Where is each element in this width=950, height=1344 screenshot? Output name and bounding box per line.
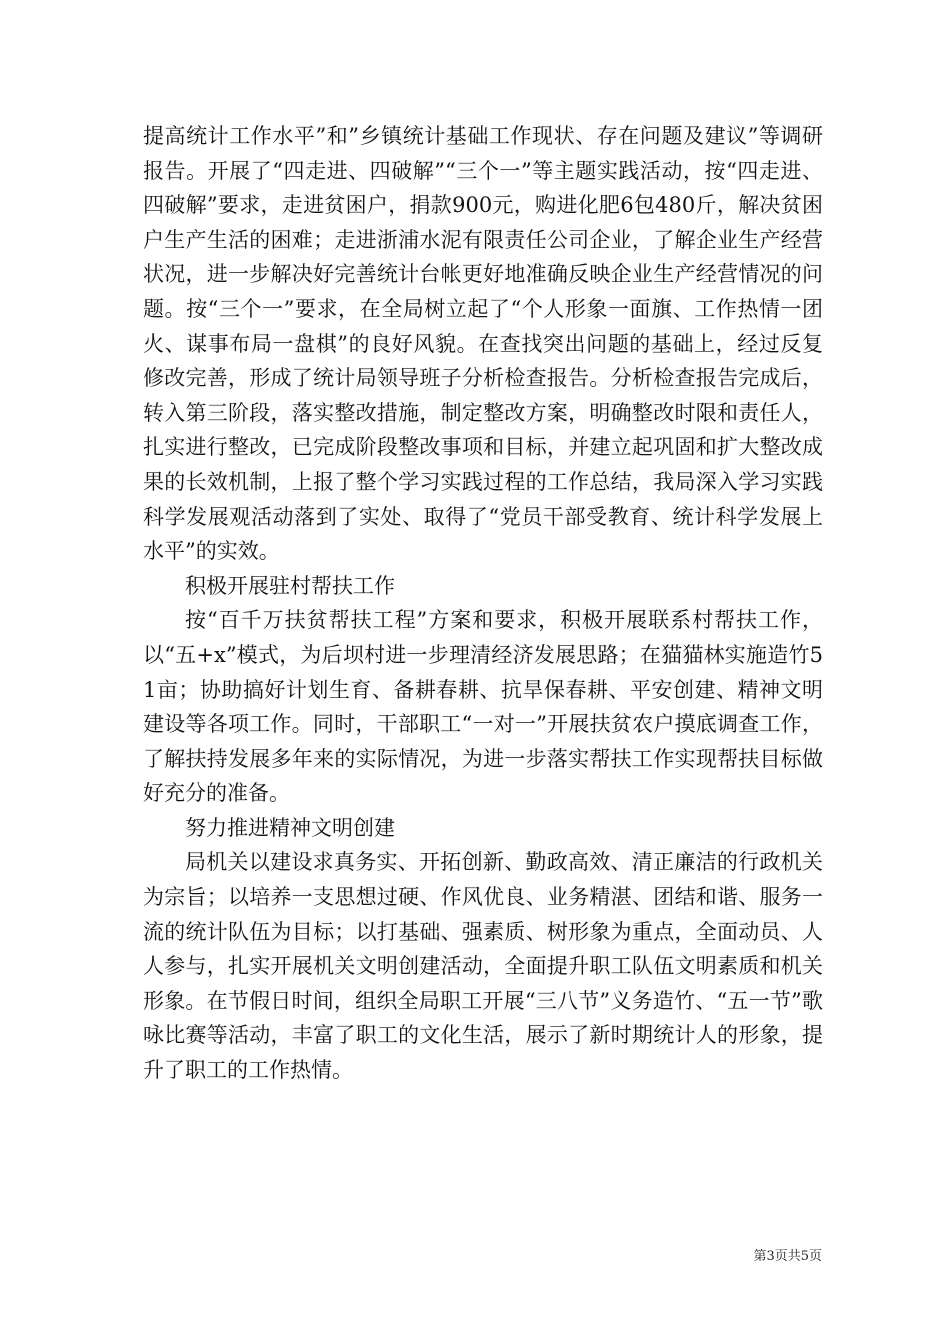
paragraph-village-assistance: 按“百千万扶贫帮扶工程”方案和要求，积极开展联系村帮扶工作，以“五+x”模式，为后坝村进一步理清经济发展思路；在猫猫林实施造竹51亩；协助搞好计划生育、备耕春耕、抗旱保春耕、平安创建、精神文明建设等各项工作。同时，干部职工“一对一”开展扶贫农户摸底调查工作，了解扶持发展多年来的实际情况，为进一步落实帮扶工作实现帮扶目标做好充分的准备。 [143, 608, 823, 806]
document-body [143, 119, 823, 1088]
page-number: 第3页共5页 [753, 1249, 822, 1264]
paragraph-continuation: 提高统计工作水平”和”乡镇统计基础工作现状、存在问题及建议”等调研报告。开展了“四走进、四破解”“三个一”等主题实践活动，按“四走进、四破解”要求，走进贫困户，捐款900元，购进化肥6包480斤，解决贫困户生产生活的困难；走进浙浦水泥有限责任公司企业，了解企业生产经营状况，进一步解决好完善统计台帐更好地准确反映企业生产经营情况的问题。按“三个一”要求，在全局树立起了“个人形象一面旗、工作热情一团火、谋事布局一盘棋”的良好风貌。在查找突出问题的基础上，经过反复修改完善，形成了统计局领导班子分析检查报告。分析检查报告完成后，转入第三阶段，落实整改措施，制定整改方案，明确整改时限和责任人，扎实进行整改，已完成阶段整改事项和目标，并建立起巩固和扩大整改成果的长效机制，上报了整个学习实践过程的工作总结，我局深入学习实践科学发展观活动落到了实处、取得了“党员干部受教育、统计科学发展上水平”的实效。 [143, 124, 823, 564]
section-heading-village-assistance: 积极开展驻村帮扶工作 [185, 573, 395, 598]
paragraph-civilization: 局机关以建设求真务实、开拓创新、勤政高效、清正廉洁的行政机关为宗旨；以培养一支思想过硬、作风优良、业务精湛、团结和谐、服务一流的统计队伍为目标；以打基础、强素质、树形象为重点，全面动员、人人参与，扎实开展机关文明创建活动，全面提升职工队伍文明素质和机关形象。在节假日时间，组织全局职工开展“三八节”义务造竹、“五一节”歌咏比赛等活动，丰富了职工的文化生活，展示了新时期统计人的形象，提升了职工的工作热情。 [143, 850, 823, 1083]
section-heading-civilization: 努力推进精神文明创建 [185, 815, 395, 840]
